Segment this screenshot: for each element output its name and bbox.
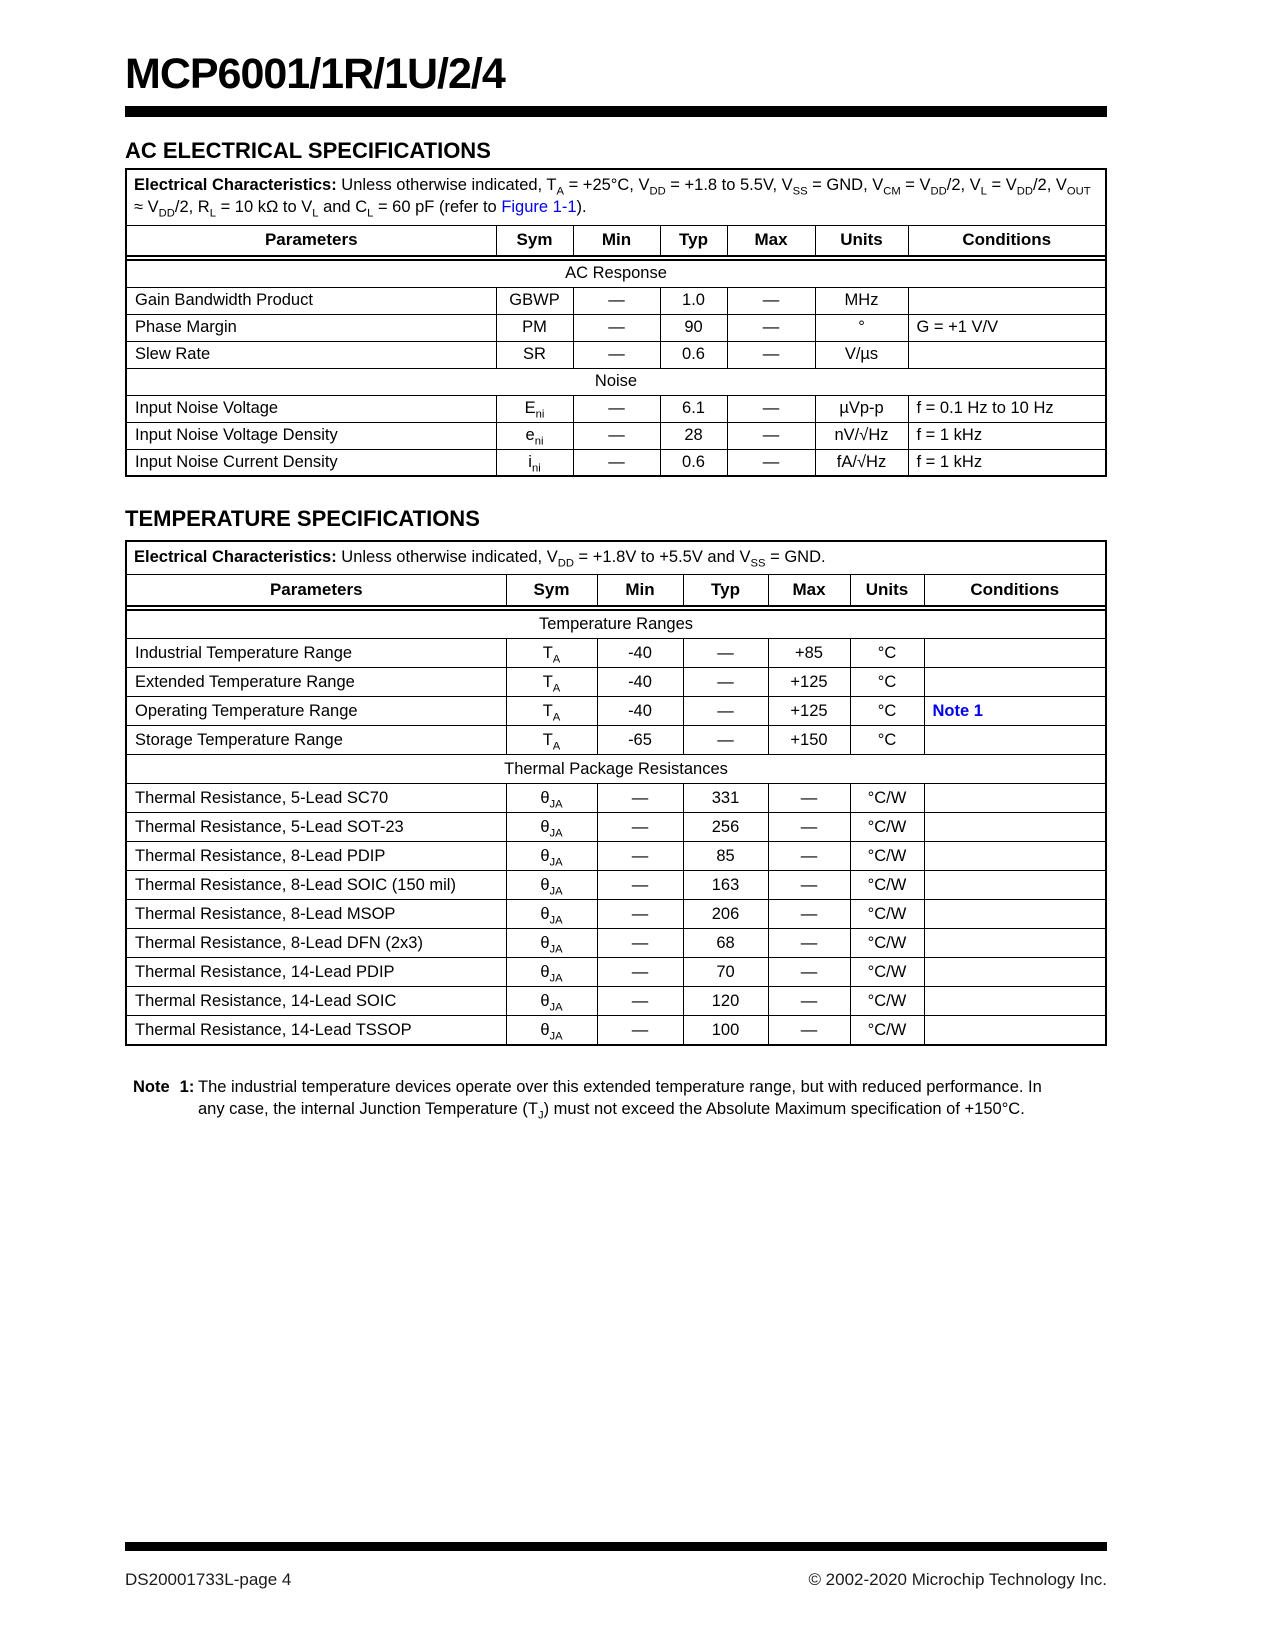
table-cell: MHz	[815, 287, 908, 314]
table-cell: —	[597, 900, 683, 929]
footnote-label	[133, 1077, 194, 1099]
table-cell: —	[597, 842, 683, 871]
table-cell: $T_A$	[506, 639, 597, 668]
table-row	[126, 958, 1106, 987]
table-cell: Extended Temperature Range	[126, 668, 506, 697]
table-cell: —	[597, 929, 683, 958]
table-cell: 70	[683, 958, 768, 987]
column-header-parameters: Parameters	[126, 225, 496, 256]
table-cell: Input Noise Current Density	[126, 449, 496, 476]
table-section-row	[126, 260, 1106, 287]
table-cell: —	[768, 871, 850, 900]
table-header-row	[126, 575, 1106, 606]
table-cell: 206	[683, 900, 768, 929]
table-cell: nV/√Hz	[815, 422, 908, 449]
table-cell	[924, 900, 1106, 929]
table-cell	[924, 871, 1106, 900]
table-cell: +125	[768, 697, 850, 726]
table-cell: PM	[496, 314, 573, 341]
table-cell: $E_{ni}$	[496, 395, 573, 422]
table-cell: µVp-p	[815, 395, 908, 422]
table-cell: +150	[768, 726, 850, 755]
table-cell: $\theta_{JA}$	[506, 929, 597, 958]
table-cell: SR	[496, 341, 573, 368]
table-cell: $T_A$	[506, 697, 597, 726]
column-header-conditions: Conditions	[908, 225, 1106, 256]
table-cell: $\theta_{JA}$	[506, 958, 597, 987]
table-cell: -40	[597, 639, 683, 668]
table-cell: Thermal Resistance, 14-Lead SOIC	[126, 987, 506, 1016]
footnote-text: The industrial temperature devices operate over this extended temperature range, but with reduced performance. In any case, the internal Junction Temperature $(T_J)$ must not exceed the Absolute Maximum specification of +150°C.	[198, 1078, 1042, 1122]
table-cell: Storage Temperature Range	[126, 726, 506, 755]
table-row	[126, 813, 1106, 842]
table-cell: Input Noise Voltage	[126, 395, 496, 422]
table-cell: —	[768, 900, 850, 929]
table-cell: Thermal Resistance, 14-Lead PDIP	[126, 958, 506, 987]
table-cell: °C/W	[850, 1016, 924, 1045]
table-cell: Phase Margin	[126, 314, 496, 341]
table-cell: °C/W	[850, 900, 924, 929]
table-cell: —	[573, 395, 660, 422]
column-header-min: Min	[573, 225, 660, 256]
table-cell: °C	[850, 639, 924, 668]
table-cell: V/µs	[815, 341, 908, 368]
footnote-label-number: 1:	[179, 1078, 195, 1096]
electrical-characteristics-note: Electrical Characteristics: Unless otherwise indicated, $V_{DD} = +1.8V$ to +5.5V and $V_{SS}$ = GND.	[126, 541, 1106, 575]
table-cell: —	[573, 422, 660, 449]
table-row	[126, 422, 1106, 449]
table-cell: Input Noise Voltage Density	[126, 422, 496, 449]
table-cell: °C/W	[850, 958, 924, 987]
table-row	[126, 784, 1106, 813]
column-header-units: Units	[815, 225, 908, 256]
table-section-row	[126, 368, 1106, 395]
table-cell: —	[768, 784, 850, 813]
table-cell: +125	[768, 668, 850, 697]
table-cell: Slew Rate	[126, 341, 496, 368]
table-cell: —	[573, 341, 660, 368]
temp-specs-table	[125, 540, 1107, 1046]
table-cell: 6.1	[660, 395, 727, 422]
column-header-typ: Typ	[660, 225, 727, 256]
table-cell: 0.6	[660, 449, 727, 476]
table-header-row	[126, 225, 1106, 256]
page-footer	[125, 1570, 1107, 1590]
table-cell	[924, 987, 1106, 1016]
table-cell: —	[727, 449, 815, 476]
table-cell: 28	[660, 422, 727, 449]
title-rule	[125, 106, 1107, 117]
footnote-label-word: Note	[133, 1078, 170, 1096]
table-cell: —	[727, 341, 815, 368]
table-cell: $\theta_{JA}$	[506, 1016, 597, 1045]
table-row	[126, 314, 1106, 341]
cross-reference-link[interactable]: Figure 1-1	[501, 198, 577, 217]
table-cell: Thermal Resistance, 5-Lead SOT-23	[126, 813, 506, 842]
table-cell: 1.0	[660, 287, 727, 314]
table-cell	[924, 842, 1106, 871]
table-cell	[924, 639, 1106, 668]
table-cell: —	[597, 871, 683, 900]
table-cell: —	[683, 639, 768, 668]
table-cell: $T_A$	[506, 726, 597, 755]
table-cell: Gain Bandwidth Product	[126, 287, 496, 314]
table-cell	[924, 1016, 1106, 1045]
column-header-max: Max	[768, 575, 850, 606]
table-cell: 85	[683, 842, 768, 871]
table-cell: °C	[850, 726, 924, 755]
column-header-sym: Sym	[496, 225, 573, 256]
table-cell: °C/W	[850, 871, 924, 900]
table-cell: °C/W	[850, 813, 924, 842]
table-cell: —	[573, 314, 660, 341]
table-cell: -40	[597, 668, 683, 697]
table-cell: °C/W	[850, 929, 924, 958]
table-cell: Thermal Resistance, 8-Lead MSOP	[126, 900, 506, 929]
table-cell: G = +1 V/V	[908, 314, 1106, 341]
table-cell	[924, 929, 1106, 958]
table-row	[126, 726, 1106, 755]
footer-copyright: © 2002-2020 Microchip Technology Inc.	[808, 1570, 1107, 1589]
table-cell: —	[683, 697, 768, 726]
table-row	[126, 541, 1106, 575]
cross-reference-link[interactable]: Note 1	[932, 701, 983, 720]
table-row	[126, 929, 1106, 958]
table-cell: Thermal Resistance, 5-Lead SC70	[126, 784, 506, 813]
table-section-label: Thermal Package Resistances	[126, 755, 1106, 784]
table-row	[126, 842, 1106, 871]
footer-rule	[125, 1542, 1107, 1551]
table-cell: -40	[597, 697, 683, 726]
table-cell: —	[573, 449, 660, 476]
table-cell: —	[597, 958, 683, 987]
table-row	[126, 169, 1106, 225]
table-cell: —	[768, 842, 850, 871]
table-cell: f = 1 kHz	[908, 449, 1106, 476]
table-cell	[924, 726, 1106, 755]
footer-doc-id: DS20001733L-page 4	[125, 1570, 292, 1589]
table-cell: Operating Temperature Range	[126, 697, 506, 726]
table-cell: °C/W	[850, 784, 924, 813]
table-cell	[924, 958, 1106, 987]
table-cell	[924, 813, 1106, 842]
table-section-row	[126, 755, 1106, 784]
table-row	[126, 668, 1106, 697]
table-row	[126, 871, 1106, 900]
ac-table-body	[126, 260, 1106, 476]
table-cell: 331	[683, 784, 768, 813]
table-cell: —	[597, 784, 683, 813]
table-cell: GBWP	[496, 287, 573, 314]
table-section-label: Temperature Ranges	[126, 610, 1106, 639]
table-cell: +85	[768, 639, 850, 668]
table-row	[126, 639, 1106, 668]
table-cell	[924, 668, 1106, 697]
table-cell: —	[727, 395, 815, 422]
column-header-sym: Sym	[506, 575, 597, 606]
table-cell: —	[768, 813, 850, 842]
table-cell: °C/W	[850, 987, 924, 1016]
table-cell	[924, 784, 1106, 813]
table-cell: —	[768, 958, 850, 987]
table-cell: —	[768, 1016, 850, 1045]
ac-specs-table	[125, 168, 1107, 477]
table-cell: Industrial Temperature Range	[126, 639, 506, 668]
table-cell: Thermal Resistance, 8-Lead DFN (2x3)	[126, 929, 506, 958]
table-cell: —	[768, 987, 850, 1016]
table-cell: 120	[683, 987, 768, 1016]
table-cell: 256	[683, 813, 768, 842]
table-cell: f = 0.1 Hz to 10 Hz	[908, 395, 1106, 422]
temp-table-body	[126, 610, 1106, 1045]
table-cell: $i_{ni}$	[496, 449, 573, 476]
table-cell: $\theta_{JA}$	[506, 871, 597, 900]
table-section-label: Noise	[126, 368, 1106, 395]
column-header-conditions: Conditions	[924, 575, 1106, 606]
table-cell: °C	[850, 668, 924, 697]
table-cell: fA/√Hz	[815, 449, 908, 476]
column-header-units: Units	[850, 575, 924, 606]
table-cell: °C	[850, 697, 924, 726]
table-cell: —	[727, 422, 815, 449]
table-cell: —	[597, 987, 683, 1016]
table-row	[126, 900, 1106, 929]
table-cell: 68	[683, 929, 768, 958]
column-header-typ: Typ	[683, 575, 768, 606]
footnote-note-1	[133, 1077, 1063, 1121]
electrical-characteristics-note: Electrical Characteristics: Unless otherwise indicated, $T_A = +25^\circ C$, $V_{DD} = +1.8$ to 5.5V, $V_{SS}$ = GND, $V_{CM} = V_{DD}/2$, $V_L = V_{DD}/2$, $V_{OUT} \approx V_{DD}/2$, $R_L = 10$ kΩ to $V_L$ and $C_L = 60$ pF (refer to Figure 1-1).	[126, 169, 1106, 225]
table-cell: $\theta_{JA}$	[506, 842, 597, 871]
table-cell: —	[597, 1016, 683, 1045]
table-cell: Thermal Resistance, 14-Lead TSSOP	[126, 1016, 506, 1045]
table-cell: —	[768, 929, 850, 958]
column-header-max: Max	[727, 225, 815, 256]
table-cell: Thermal Resistance, 8-Lead PDIP	[126, 842, 506, 871]
table-cell: —	[727, 287, 815, 314]
table-row	[126, 395, 1106, 422]
table-cell: $\theta_{JA}$	[506, 900, 597, 929]
table-section-row	[126, 610, 1106, 639]
column-header-min: Min	[597, 575, 683, 606]
table-cell: °	[815, 314, 908, 341]
table-cell: —	[573, 287, 660, 314]
table-cell: $\theta_{JA}$	[506, 813, 597, 842]
table-row	[126, 341, 1106, 368]
table-cell: $e_{ni}$	[496, 422, 573, 449]
temp-specs-heading: TEMPERATURE SPECIFICATIONS	[125, 506, 480, 531]
table-cell: —	[727, 314, 815, 341]
table-cell: °C/W	[850, 842, 924, 871]
table-cell: —	[597, 813, 683, 842]
column-header-parameters: Parameters	[126, 575, 506, 606]
table-cell	[908, 287, 1106, 314]
table-row	[126, 697, 1106, 726]
ac-specs-heading: AC ELECTRICAL SPECIFICATIONS	[125, 138, 491, 163]
table-cell: 163	[683, 871, 768, 900]
table-cell: $\theta_{JA}$	[506, 784, 597, 813]
page-title: MCP6001/1R/1U/2/4	[125, 50, 505, 98]
table-cell: $\theta_{JA}$	[506, 987, 597, 1016]
table-cell: f = 1 kHz	[908, 422, 1106, 449]
table-cell: $T_A$	[506, 668, 597, 697]
table-row	[126, 449, 1106, 476]
table-row	[126, 287, 1106, 314]
table-cell: 100	[683, 1016, 768, 1045]
table-cell: 90	[660, 314, 727, 341]
table-section-label: AC Response	[126, 260, 1106, 287]
table-cell: —	[683, 668, 768, 697]
table-cell: 0.6	[660, 341, 727, 368]
table-cell: —	[683, 726, 768, 755]
table-cell: -65	[597, 726, 683, 755]
table-row	[126, 987, 1106, 1016]
table-cell	[924, 697, 1106, 726]
table-cell	[908, 341, 1106, 368]
table-row	[126, 1016, 1106, 1045]
table-cell: Thermal Resistance, 8-Lead SOIC (150 mil)	[126, 871, 506, 900]
